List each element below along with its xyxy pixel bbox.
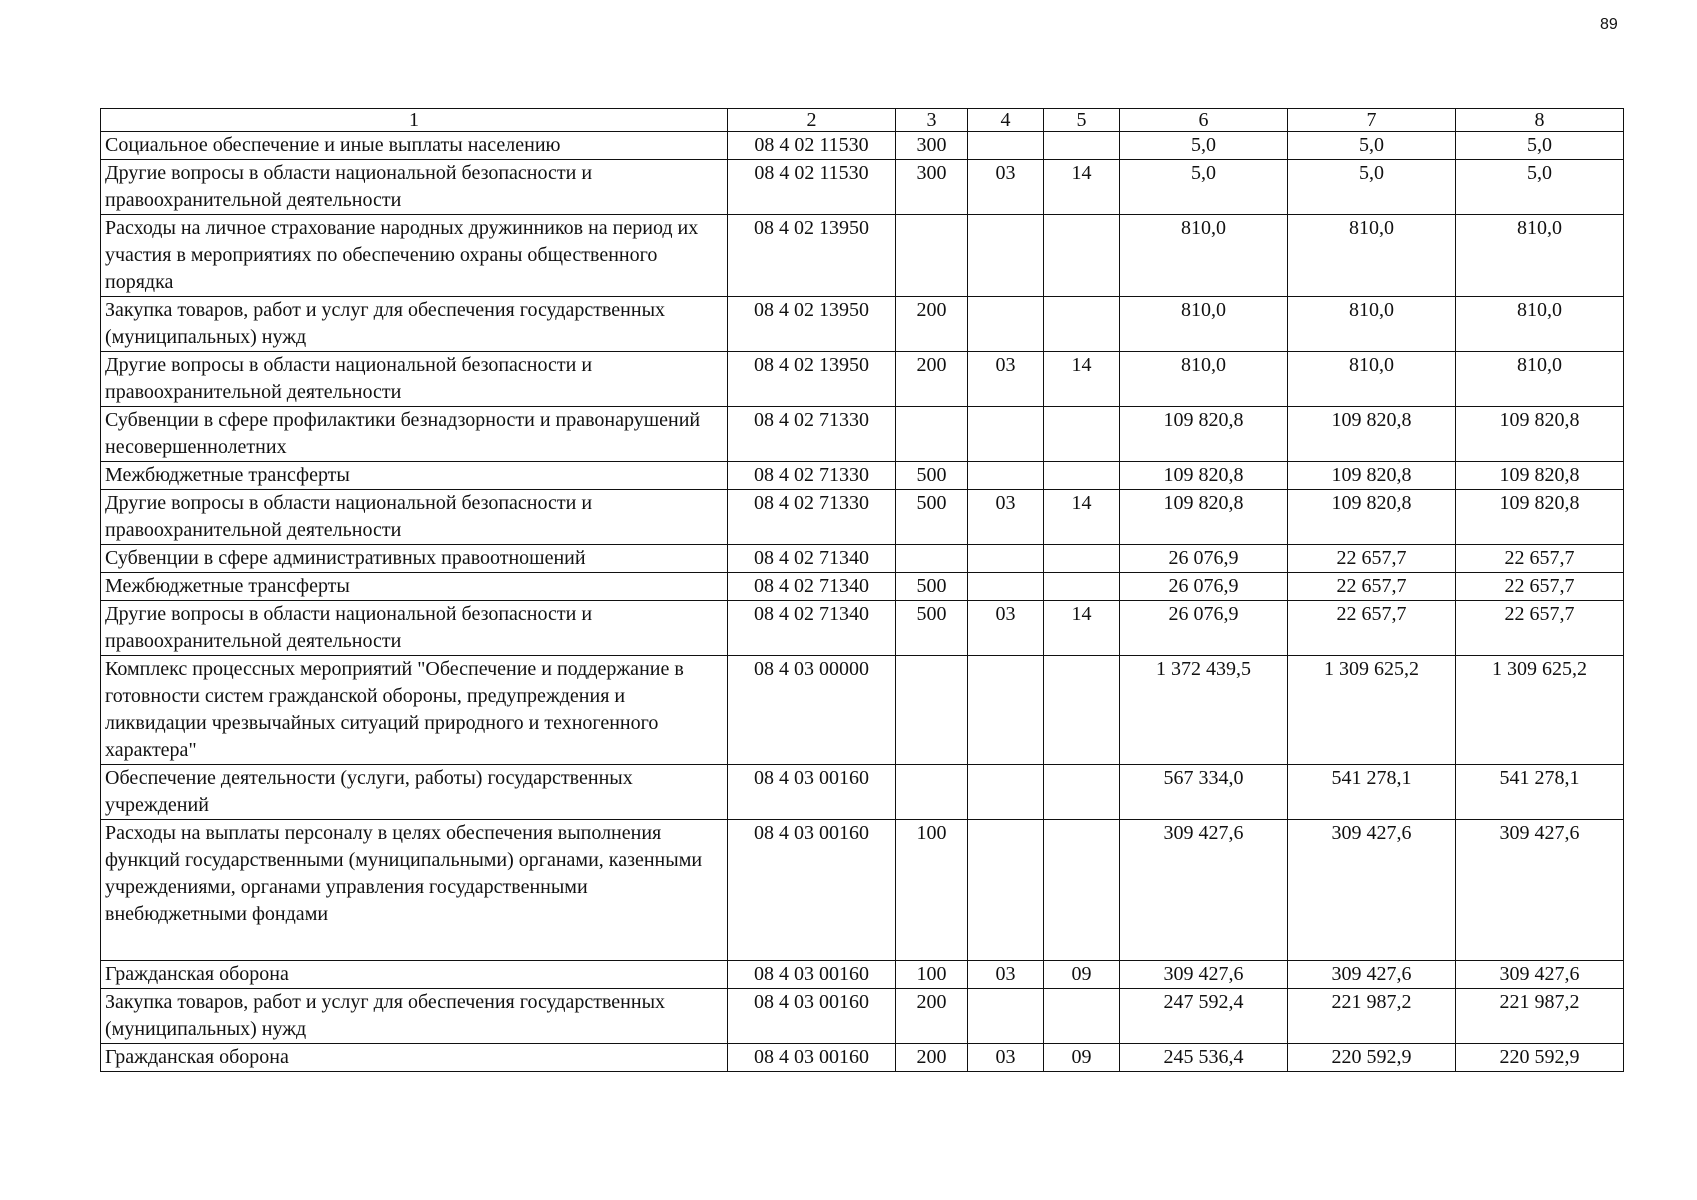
row-value-6-cell: 109 820,8 xyxy=(1120,462,1288,490)
table-row xyxy=(101,601,1624,656)
row-type-cell: 300 xyxy=(896,132,968,160)
row-value-8-cell: 810,0 xyxy=(1456,352,1624,407)
table-row xyxy=(101,1044,1624,1072)
row-section-cell xyxy=(968,573,1044,601)
row-name-cell: Субвенции в сфере профилактики безнадзорности и правонарушений несовершеннолетних xyxy=(101,407,728,462)
column-header: 8 xyxy=(1456,109,1624,132)
row-value-6-cell: 810,0 xyxy=(1120,352,1288,407)
row-type-cell: 200 xyxy=(896,1044,968,1072)
row-code-cell: 08 4 02 11530 xyxy=(728,160,896,215)
row-value-8-cell: 220 592,9 xyxy=(1456,1044,1624,1072)
table-row xyxy=(101,961,1624,989)
row-code-cell: 08 4 03 00160 xyxy=(728,989,896,1044)
row-value-6-cell: 26 076,9 xyxy=(1120,573,1288,601)
row-name-cell: Закупка товаров, работ и услуг для обеспечения государственных (муниципальных) нужд xyxy=(101,989,728,1044)
column-header: 5 xyxy=(1044,109,1120,132)
row-code-cell: 08 4 03 00160 xyxy=(728,961,896,989)
table-row xyxy=(101,462,1624,490)
row-subsection-cell: 14 xyxy=(1044,490,1120,545)
row-type-cell: 500 xyxy=(896,490,968,545)
row-value-6-cell: 309 427,6 xyxy=(1120,820,1288,961)
row-value-6-cell: 109 820,8 xyxy=(1120,490,1288,545)
row-section-cell: 03 xyxy=(968,490,1044,545)
row-subsection-cell: 09 xyxy=(1044,961,1120,989)
column-header: 4 xyxy=(968,109,1044,132)
row-section-cell: 03 xyxy=(968,160,1044,215)
row-code-cell: 08 4 02 13950 xyxy=(728,215,896,297)
row-value-8-cell: 1 309 625,2 xyxy=(1456,656,1624,765)
row-type-cell xyxy=(896,407,968,462)
row-subsection-cell xyxy=(1044,297,1120,352)
row-section-cell xyxy=(968,765,1044,820)
table-row xyxy=(101,989,1624,1044)
row-value-7-cell: 810,0 xyxy=(1288,297,1456,352)
table-row xyxy=(101,656,1624,765)
row-value-8-cell: 221 987,2 xyxy=(1456,989,1624,1044)
row-name-cell: Другие вопросы в области национальной безопасности и правоохранительной деятельности xyxy=(101,601,728,656)
row-value-6-cell: 245 536,4 xyxy=(1120,1044,1288,1072)
column-header: 6 xyxy=(1120,109,1288,132)
row-value-8-cell: 22 657,7 xyxy=(1456,573,1624,601)
row-value-7-cell: 5,0 xyxy=(1288,132,1456,160)
row-value-7-cell: 109 820,8 xyxy=(1288,462,1456,490)
row-name-cell: Гражданская оборона xyxy=(101,961,728,989)
row-section-cell: 03 xyxy=(968,601,1044,656)
table-row xyxy=(101,573,1624,601)
row-subsection-cell: 09 xyxy=(1044,1044,1120,1072)
table-row xyxy=(101,297,1624,352)
row-type-cell xyxy=(896,656,968,765)
row-value-8-cell: 810,0 xyxy=(1456,297,1624,352)
row-value-7-cell: 541 278,1 xyxy=(1288,765,1456,820)
row-code-cell: 08 4 03 00160 xyxy=(728,820,896,961)
row-code-cell: 08 4 02 11530 xyxy=(728,132,896,160)
row-value-8-cell: 22 657,7 xyxy=(1456,601,1624,656)
table-row xyxy=(101,352,1624,407)
row-type-cell: 200 xyxy=(896,297,968,352)
budget-table xyxy=(100,108,1624,1072)
row-name-cell: Расходы на выплаты персоналу в целях обеспечения выполнения функций государственными (муниципальными) органами, казенными учреждениями, органами управления государственными внебюджетными фондами xyxy=(101,820,728,961)
row-subsection-cell xyxy=(1044,215,1120,297)
row-name-cell: Другие вопросы в области национальной безопасности и правоохранительной деятельности xyxy=(101,352,728,407)
row-value-7-cell: 5,0 xyxy=(1288,160,1456,215)
column-header: 1 xyxy=(101,109,728,132)
row-type-cell: 100 xyxy=(896,820,968,961)
table-row xyxy=(101,545,1624,573)
row-type-cell xyxy=(896,545,968,573)
table-row xyxy=(101,132,1624,160)
row-subsection-cell: 14 xyxy=(1044,160,1120,215)
row-code-cell: 08 4 03 00000 xyxy=(728,656,896,765)
row-section-cell xyxy=(968,215,1044,297)
row-value-7-cell: 221 987,2 xyxy=(1288,989,1456,1044)
row-value-8-cell: 810,0 xyxy=(1456,215,1624,297)
row-section-cell xyxy=(968,407,1044,462)
row-value-7-cell: 810,0 xyxy=(1288,352,1456,407)
table-row xyxy=(101,160,1624,215)
row-type-cell: 200 xyxy=(896,352,968,407)
row-value-8-cell: 109 820,8 xyxy=(1456,407,1624,462)
row-value-6-cell: 1 372 439,5 xyxy=(1120,656,1288,765)
row-code-cell: 08 4 02 13950 xyxy=(728,297,896,352)
column-header: 2 xyxy=(728,109,896,132)
row-section-cell xyxy=(968,989,1044,1044)
row-section-cell xyxy=(968,656,1044,765)
row-value-7-cell: 22 657,7 xyxy=(1288,545,1456,573)
table-row xyxy=(101,407,1624,462)
column-header: 3 xyxy=(896,109,968,132)
table-body xyxy=(101,132,1624,1072)
row-code-cell: 08 4 03 00160 xyxy=(728,1044,896,1072)
table-row xyxy=(101,490,1624,545)
row-value-7-cell: 220 592,9 xyxy=(1288,1044,1456,1072)
column-header: 7 xyxy=(1288,109,1456,132)
row-subsection-cell xyxy=(1044,132,1120,160)
row-name-cell: Социальное обеспечение и иные выплаты населению xyxy=(101,132,728,160)
page-number: 89 xyxy=(1600,16,1618,33)
row-value-8-cell: 109 820,8 xyxy=(1456,462,1624,490)
row-name-cell: Другие вопросы в области национальной безопасности и правоохранительной деятельности xyxy=(101,490,728,545)
row-subsection-cell: 14 xyxy=(1044,352,1120,407)
row-code-cell: 08 4 02 71330 xyxy=(728,462,896,490)
row-section-cell xyxy=(968,132,1044,160)
row-value-6-cell: 567 334,0 xyxy=(1120,765,1288,820)
row-value-6-cell: 810,0 xyxy=(1120,215,1288,297)
row-type-cell: 500 xyxy=(896,601,968,656)
row-section-cell: 03 xyxy=(968,961,1044,989)
row-name-cell: Комплекс процессных мероприятий "Обеспечение и поддержание в готовности систем гражданской обороны, предупреждения и ликвидации чрезвычайных ситуаций природного и техногенного характера" xyxy=(101,656,728,765)
row-subsection-cell xyxy=(1044,656,1120,765)
row-subsection-cell xyxy=(1044,407,1120,462)
row-value-6-cell: 26 076,9 xyxy=(1120,601,1288,656)
row-value-8-cell: 5,0 xyxy=(1456,160,1624,215)
row-section-cell: 03 xyxy=(968,352,1044,407)
row-type-cell: 500 xyxy=(896,573,968,601)
row-code-cell: 08 4 02 71340 xyxy=(728,601,896,656)
table-row xyxy=(101,215,1624,297)
row-type-cell: 300 xyxy=(896,160,968,215)
row-code-cell: 08 4 03 00160 xyxy=(728,765,896,820)
row-value-8-cell: 309 427,6 xyxy=(1456,961,1624,989)
row-subsection-cell xyxy=(1044,462,1120,490)
row-type-cell: 500 xyxy=(896,462,968,490)
row-type-cell: 200 xyxy=(896,989,968,1044)
row-value-7-cell: 22 657,7 xyxy=(1288,601,1456,656)
row-subsection-cell xyxy=(1044,989,1120,1044)
row-section-cell: 03 xyxy=(968,1044,1044,1072)
row-value-8-cell: 5,0 xyxy=(1456,132,1624,160)
row-value-7-cell: 309 427,6 xyxy=(1288,820,1456,961)
row-name-cell: Расходы на личное страхование народных дружинников на период их участия в мероприятиях по обеспечению охраны общественного порядка xyxy=(101,215,728,297)
row-section-cell xyxy=(968,545,1044,573)
row-type-cell xyxy=(896,765,968,820)
row-value-7-cell: 109 820,8 xyxy=(1288,407,1456,462)
row-value-6-cell: 109 820,8 xyxy=(1120,407,1288,462)
row-section-cell xyxy=(968,297,1044,352)
row-value-6-cell: 309 427,6 xyxy=(1120,961,1288,989)
row-name-cell: Межбюджетные трансферты xyxy=(101,573,728,601)
row-value-8-cell: 309 427,6 xyxy=(1456,820,1624,961)
row-value-8-cell: 22 657,7 xyxy=(1456,545,1624,573)
row-value-6-cell: 247 592,4 xyxy=(1120,989,1288,1044)
row-name-cell: Обеспечение деятельности (услуги, работы) государственных учреждений xyxy=(101,765,728,820)
row-value-6-cell: 810,0 xyxy=(1120,297,1288,352)
row-value-7-cell: 1 309 625,2 xyxy=(1288,656,1456,765)
row-name-cell: Субвенции в сфере административных правоотношений xyxy=(101,545,728,573)
row-value-6-cell: 26 076,9 xyxy=(1120,545,1288,573)
row-subsection-cell xyxy=(1044,765,1120,820)
row-subsection-cell xyxy=(1044,820,1120,961)
row-name-cell: Гражданская оборона xyxy=(101,1044,728,1072)
row-value-7-cell: 109 820,8 xyxy=(1288,490,1456,545)
row-value-7-cell: 309 427,6 xyxy=(1288,961,1456,989)
row-code-cell: 08 4 02 71330 xyxy=(728,407,896,462)
row-type-cell xyxy=(896,215,968,297)
row-subsection-cell xyxy=(1044,545,1120,573)
row-name-cell: Закупка товаров, работ и услуг для обеспечения государственных (муниципальных) нужд xyxy=(101,297,728,352)
row-code-cell: 08 4 02 71330 xyxy=(728,490,896,545)
row-code-cell: 08 4 02 71340 xyxy=(728,573,896,601)
row-name-cell: Межбюджетные трансферты xyxy=(101,462,728,490)
row-subsection-cell xyxy=(1044,573,1120,601)
row-code-cell: 08 4 02 13950 xyxy=(728,352,896,407)
row-code-cell: 08 4 02 71340 xyxy=(728,545,896,573)
row-value-6-cell: 5,0 xyxy=(1120,132,1288,160)
header-row xyxy=(101,109,1624,132)
row-value-7-cell: 22 657,7 xyxy=(1288,573,1456,601)
row-value-7-cell: 810,0 xyxy=(1288,215,1456,297)
row-name-cell: Другие вопросы в области национальной безопасности и правоохранительной деятельности xyxy=(101,160,728,215)
table-row xyxy=(101,820,1624,961)
row-value-6-cell: 5,0 xyxy=(1120,160,1288,215)
row-subsection-cell: 14 xyxy=(1044,601,1120,656)
row-section-cell xyxy=(968,820,1044,961)
row-value-8-cell: 541 278,1 xyxy=(1456,765,1624,820)
table-row xyxy=(101,765,1624,820)
row-type-cell: 100 xyxy=(896,961,968,989)
row-value-8-cell: 109 820,8 xyxy=(1456,490,1624,545)
row-section-cell xyxy=(968,462,1044,490)
